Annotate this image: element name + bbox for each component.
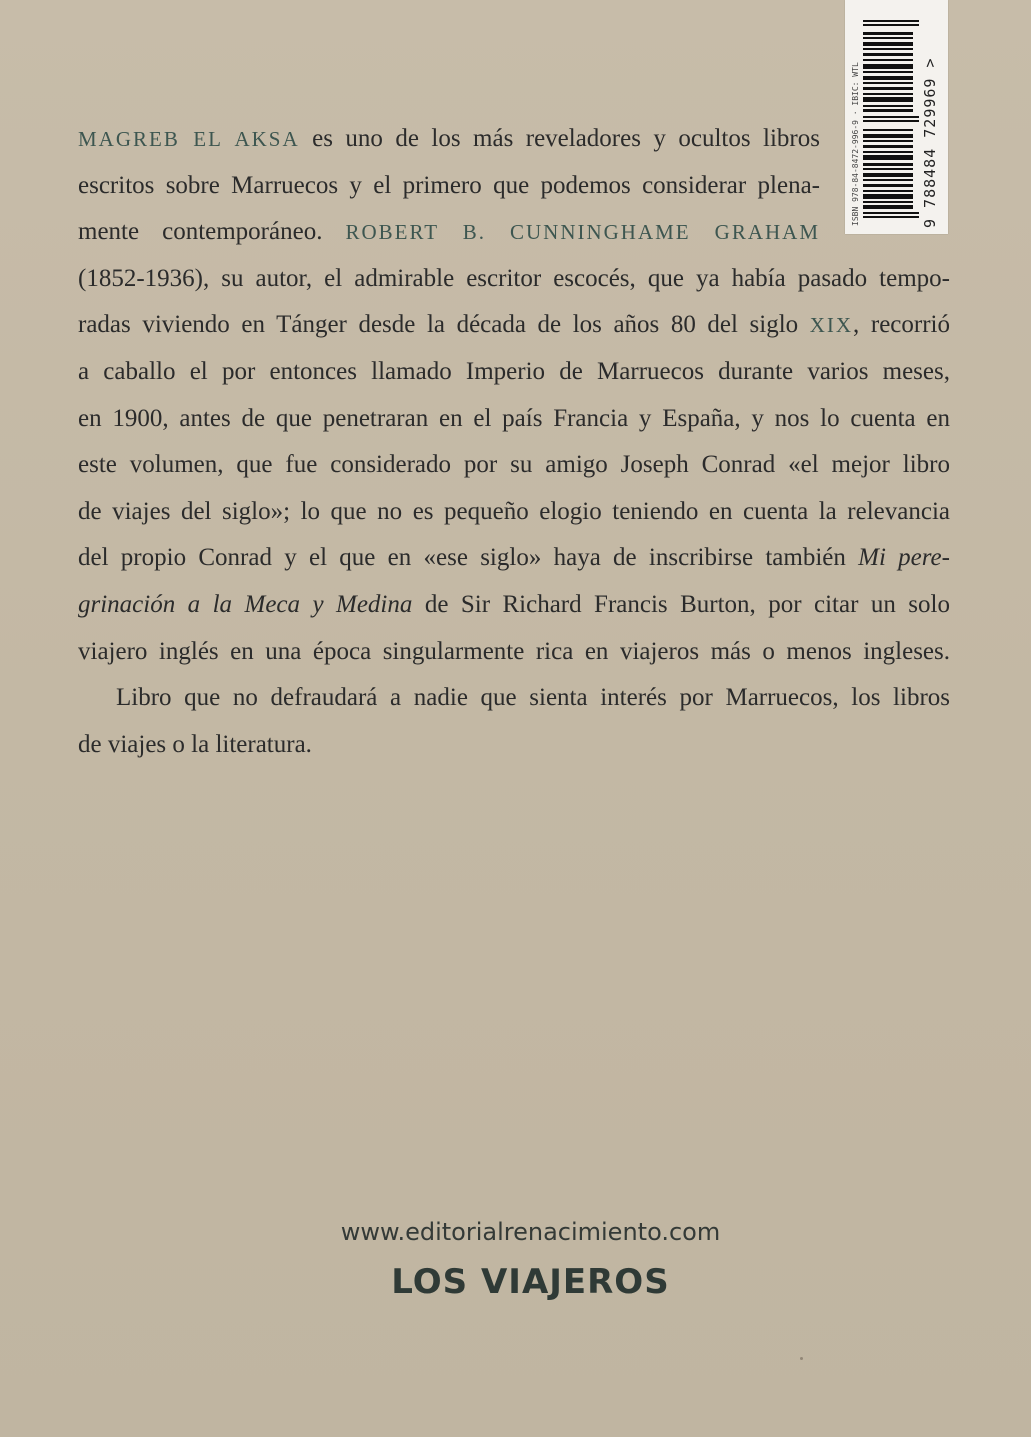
series-name: LOS VIAJEROS [391, 1262, 670, 1302]
blurb-line: MAGREB EL AKSA es uno de los más reveladores y ocultos libros [78, 125, 820, 152]
blurb-line: del propio Conrad y el que en «ese siglo» haya de inscribirse también Mi pere- [78, 544, 950, 572]
blurb-line: escritos sobre Marruecos y el primero que podemos considerar plena- [78, 171, 820, 199]
blurb-line: de viajes o la literatura. [78, 730, 312, 758]
blurb-line: en 1900, antes de que penetraran en el país Francia y España, y nos lo cuenta en [78, 404, 950, 432]
blurb-line: este volumen, que fue considerado por su amigo Joseph Conrad «el mejor libro [78, 451, 950, 479]
barcode-digits: 9 788484 729969 > [921, 57, 939, 228]
book-title-smallcaps: MAGREB EL AKSA [78, 127, 300, 151]
blurb-line: grinación a la Meca y Medina de Sir Richard Francis Burton, por citar un solo [78, 590, 950, 618]
blurb-line: viajero inglés en una época singularmente rica en viajeros más o menos ingleses. [78, 637, 950, 665]
blurb-line: mente contemporáneo. ROBERT B. CUNNINGHAME GRAHAM [78, 218, 820, 246]
blurb-line: de viajes del siglo»; lo que no es pequeño elogio teniendo en cuenta la relevancia [78, 497, 950, 525]
publisher-url: www.editorialrenacimiento.com [340, 1218, 721, 1246]
author-name-smallcaps: ROBERT B. CUNNINGHAME GRAHAM [345, 220, 820, 245]
blurb-text [78, 116, 950, 768]
isbn-text: ISBN 978-84-8472-996-9 · IBIC: WTL [851, 62, 860, 226]
blurb-line: Libro que no defraudará a nadie que sienta interés por Marruecos, los libros [116, 684, 950, 712]
speck [800, 1357, 803, 1360]
blurb-line: (1852-1936), su autor, el admirable escritor escocés, que ya había pasado tempo- [78, 264, 950, 292]
blurb-line: radas viviendo en Tánger desde la década de los años 80 del siglo XIX, recorrió [78, 311, 950, 339]
blurb-line: a caballo el por entonces llamado Imperio de Marruecos durante varios meses, [78, 357, 950, 385]
